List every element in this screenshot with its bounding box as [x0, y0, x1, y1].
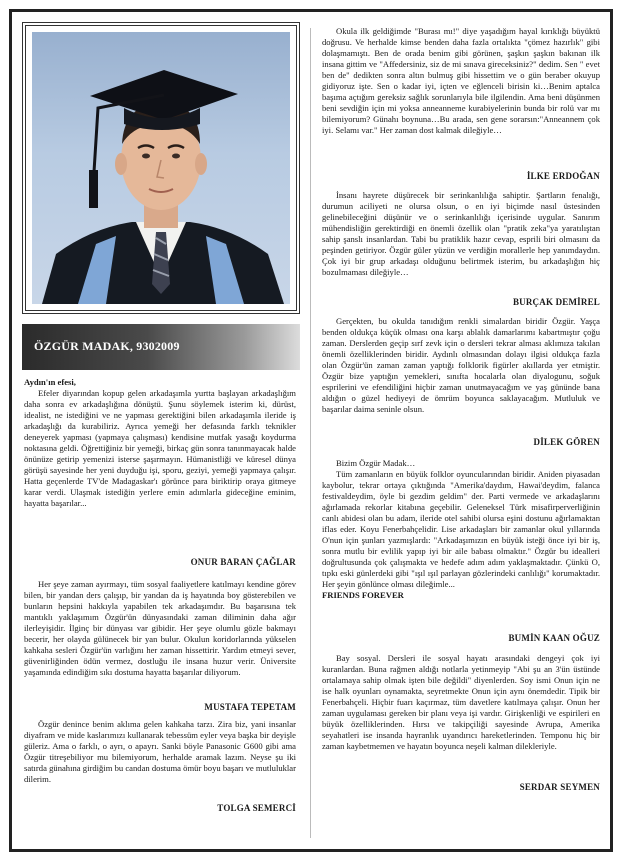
entry-7-body: Tüm zamanların en büyük folklor oyuncularından biridir. Aniden piyasadan kaybolur, tekrar ortaya çıktığında "Amerika'daydım, Hawai'deydim, falanca festivaldeydim, öyle bi gezdim geldim" der. Parti vermede ve arkadaşlarını ağırlamada rekorlar kitabına geçebilir. Geleneksel Türk misafirperverliğinin canlı abidesi olan bu adam, ileride otel sahibi olursa eşini dostunu ağırlamaktan iflas eder. Koyu Fenerbahçelidir. Lise arkadaşları bir zamanlar okul yıllarında O'nun için şunları yazmışlardı: "Arkadaşımızın en büyük isteği önce iyi bir iş, sonra mutlu bir evlilik yapıp iyi bir aile babası olmaktır." Özgür bu idealleri doğrultusunda çok çalışmakta ve hedefe adım adım yaklaşmaktadır. Çünkü O, tıpkı eski günlerdeki gibi "ışıl ışıl parlayan gözlerindeki canlılığı" korumaktadır. Her şeyin gönlünce olması dileğimle...	[322, 469, 600, 589]
entry-7-salutation: Bizim Özgür Madak…	[336, 458, 416, 468]
entry-3-body: Özgür denince benim aklıma gelen kahkaha tarzı. Zira biz, yani insanlar diyafram ve mide kaslarımızı kullanarak tebessüm eyler veya başka bir deyişle güleriz. Ama o farklı, o ayrı, o apayrı. Sanki böyle Panasonic G600 gibi ama Özgür titreşebiliyor mu bilemiyorum, herhalde aramak lazım. Neyse şu iki satırda günahına girdiğim bu candan dostuma ömür boyu başarı ve mutluluklar dilerim.	[24, 719, 296, 784]
entry-1-body: Efeler diyarından kopup gelen arkadaşımla yurtta başlayan arkadaşlığım daha sonra ev arkadaşlığına dönüştü. Şunu söylemek isterim ki, dürüst, idealist, ne istediğini ve ne yapması gerektiğini bilen arkadaşımla ileride iş arkadaşlığı da kurabiliriz. Ayrıca yemeği her defasında farklı teknikler deneyerek yapması (yapmaya çalışması) kendisine mutfak yasağı koydurma noktasına geldi. Öğrettiğiniz bir yemeği, birkaç gün sonra tanınmayacak halde önünüze getirip yemenizi isterse şaşırmayın. Hümanistliği ve küresel dünya görüşü sayesinde her yeni duyduğu işi, sporu, geziyi, yemeği yapmaya çalışır. Hatta geçenlerde TV'de Madagaskar'ı görünce para biriktirip oraya gitmeye karar verdi. Ulaşmak istediğin yerlere emin adımlarla gideceğine eminim, hayatta başarılar...	[24, 388, 296, 508]
entry-4-text-block	[322, 26, 600, 136]
entry-6-author: DİLEK GÖREN	[533, 437, 600, 447]
entry-7-author: BUMİN KAAN OĞUZ	[508, 633, 600, 643]
entry-2-body: Her şeye zaman ayırmayı, tüm sosyal faaliyetlere katılmayı kendine görev bilen, bir yandan ders çalışıp, bir yandan da iş hayatında boy gösterebilen ve bunların hepsini hakkıyla yapabilen tek arkadaşımdır. Bu başarısına tek mantıklı yaklaşımım Özgür'ün dünyasındaki zaman diliminin daha ağır ilerleyişidir. İlginç bir dünyası var gibidir. Her şeye olumlu gözle bakmayı becerir, her olayda gülünecek bir yan bulur. Okulun koridorlarında yükselen kahkaha sesleri Özgür'ün varlığını her zaman hissettirir. Yardım etmeyi sever, güvenirliğinden ödün vermez, dostluğu ile insana huzur verir. Üniversite yaşamında edindiğim sıkı dostuma hayatta başarılar diliyorum.	[24, 579, 296, 677]
portrait-frame	[22, 22, 300, 314]
entry-8-text-block	[322, 653, 600, 752]
entry-6-body: Gerçekten, bu okulda tanıdığım renkli simalardan biridir Özgür. Yaşça benden oldukça küçük olması ona karşı ablalık damarlarımı kabartmıştır çoğu zaman. Derslerden geçip sırf zevk için o dersleri tekrar alması aklımıza takılan önemli özelliklerinden biridir. Aydınlı olmasından dolayı ilgisi oldukça fazla olan Özgür'ün zaman zaman yaptığı folklorik figürler akıllarda yer etmiştir. Özgür bize yaptığın yemekleri, sınıfta hocalarla olan diyalogunu, soğuk esprilerini ve efendiliğini hiçbir zaman unutmayacağım ve yaş gününde bana aldığın o güzel hediyeyi de ömrüm boyunca saklayacağım. Mutluluk ve başarılar daima seninle olsun.	[322, 316, 600, 414]
entry-4-body: Okula ilk geldiğimde "Burası mı!" diye yaşadığım hayal kırıklığı büyüktü doğrusu. Ve herhalde kimse benden daha fazla ortalıkta "çömez hazırlık" gibi dolaşmamıştı. Ben de orada benim gibi görünen, şaşkın şaşkın bakınan ilk insana gittim ve "Affedersiniz, siz de mi sınava gireceksiniz?" dedim. Sen " evet ben de" dedikten sonra altın bulmuş gibi hissettim ve o gün beraber okuyup gidiyoruz işte. Sen o kadar iyi, içten ve eğlenceli birisin ki…Benim aptalca başıma açtığım gereksiz sağlık sorunlarıyla bile ilgilendin. Ama beni düşünmen beni sevdiğin için mi yoksa anneanneme kurabiyelerinin bunda bir rolü var mı bilemiyorum? Günahı boynuna…Bu arada, sen gene sorarsın:"Anneannem çok iyi. Selamı var." Her zaman dost kalmak dileğiyle…	[322, 26, 600, 135]
entry-4-author: İLKE ERDOĞAN	[526, 171, 600, 181]
entry-1-author: ONUR BARAN ÇAĞLAR	[190, 557, 296, 567]
column-divider	[310, 28, 311, 838]
portrait-photo	[32, 32, 290, 304]
entry-8-body: Bay sosyal. Dersleri ile sosyal hayatı arasındaki dengeyi çok iyi kuranlardan. Buna rağmen aldığı notlarla yetinmeyip "Abi şu an 3'ün üstünde ortalamaya sahip olmak işten bile değildi" diyenlerden. Soy ismi Onun için ne ise halk oyunları oynamakta, seyretmekte Onun için aynı önemdedir. Tipik bir Fenerbahçeli. Hiçbir fuarı kaçırmaz, tüm davetlere katılmaya çalışır. Onun her zaman uygulaması gereken bir planı veya işi vardır. Girişkenliği ve espirileri en büyük özelliklerinden. Hırsı ve takipçiliği sayesinde Avrupa, Amerika seyahatleri ise insanda hayranlık uyandırıcı hareketlerinden. Temponu hiç bir zaman kaybetmemen ve hayatın boyunca neşeli kalman dilekleriyle.	[322, 653, 600, 751]
entry-2-author: MUSTAFA TEPETAM	[204, 702, 296, 712]
entry-5-body: İnsanı hayrete düşürecek bir serinkanlılığa sahiptir. Şartların fenalığı, durumun aciliyeti ne olursa olsun, o en iyi biçimde nasıl üstesinden gelinebileceğini düşünür ve o serinkanlılığı içerisinde uygular. Sanırım mühendisliğin gerektirdiği en önemli özellik olan "pratik zeka"ya yaratılıştan sahip şanslı insanlardan. Tabi bu pratiklik hazır cevap, esprili biri olmasını da peşinden getiriyor. Özgür güler yüzün ve verdiğin morallerle hep yanımdaydın. Çok iyi bir grup arkadaşı olduğunu belirtmek isterim, bu arkadaşlığın hiç bozulmaması dileğiyle…	[322, 190, 600, 277]
entry-1-salutation: Aydın'ın efesi,	[24, 377, 76, 387]
entry-5-author: BURÇAK DEMİREL	[512, 297, 600, 307]
entry-3-author: TOLGA SEMERCİ	[217, 803, 296, 813]
entry-7-text-block	[322, 458, 600, 601]
entry-2-text-block	[24, 579, 296, 678]
student-name-tag: ÖZGÜR MADAK, 9302009	[34, 339, 180, 353]
entry-6-text-block	[322, 316, 600, 415]
student-name-banner	[22, 324, 300, 370]
entry-8-author: SERDAR SEYMEN	[519, 782, 600, 792]
entry-3-text-block	[24, 719, 296, 785]
entry-7-closing: FRIENDS FOREVER	[322, 590, 404, 600]
entry-5-text-block	[322, 190, 600, 278]
graduate-portrait-illustration	[32, 32, 290, 304]
entry-1-text-block	[24, 377, 296, 509]
